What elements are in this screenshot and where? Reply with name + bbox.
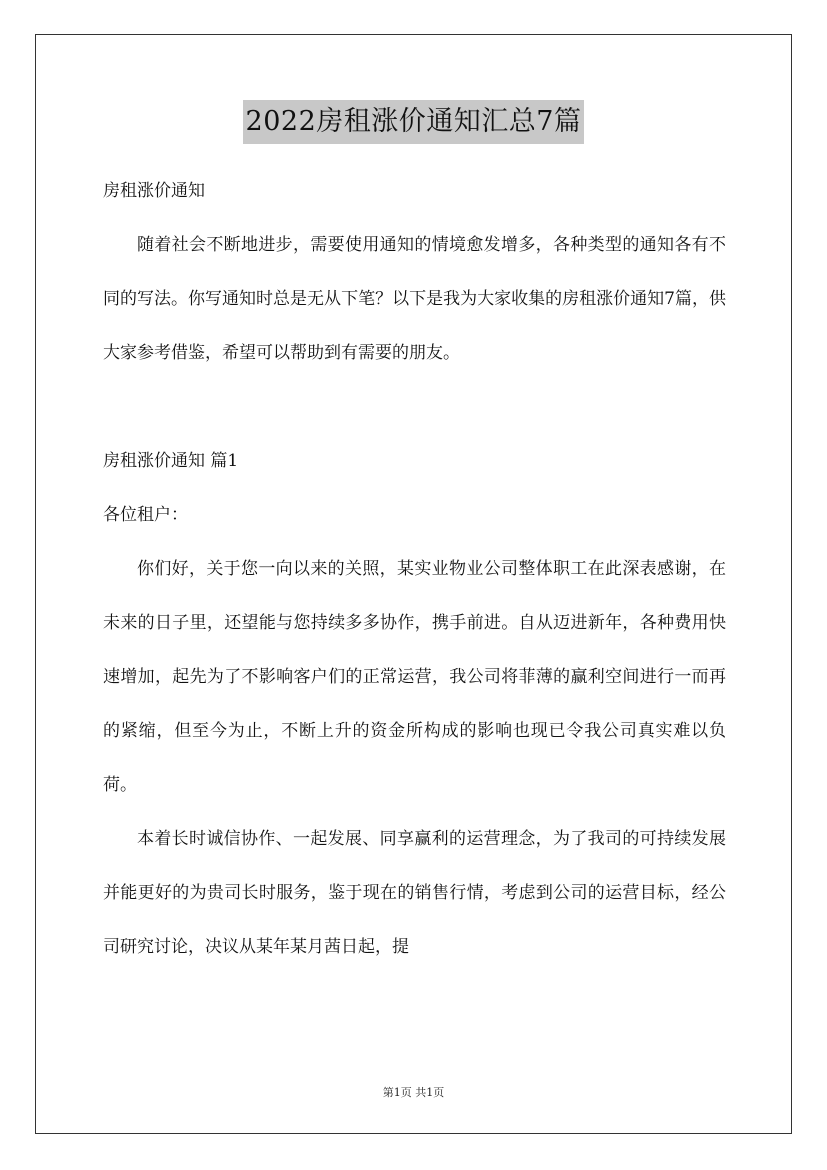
intro-heading: 房租涨价通知 [103,181,205,201]
section1-paragraph2: 本着长时诚信协作、一起发展、同享赢利的运营理念，为了我司的可持续发展并能更好的为贵司长时服务，鉴于现在的销售行情，考虑到公司的运营目标，经公司研究讨论，决议从某年某月茜日起，提 [103,829,726,957]
title-container [0,100,827,144]
page-footer: 第1页 共1页 [382,1086,445,1099]
section1-heading: 房租涨价通知 篇1 [103,451,239,471]
document-title: 2022房租涨价通知汇总7篇 [243,100,585,144]
section1-paragraph1: 你们好，关于您一向以来的关照，某实业物业公司整体职工在此深表感谢，在未来的日子里，还望能与您持续多多协作，携手前进。自从迈进新年，各种费用快速增加，起先为了不影响客户们的正常运营，我公司将菲薄的赢利空间进行一而再的紧缩，但至今为止，不断上升的资金所构成的影响也现已令我公司真实难以负荷。 [103,559,726,795]
section1-salutation: 各位租户： [103,505,188,525]
section-gap [103,380,726,434]
intro-paragraph: 随着社会不断地进步，需要使用通知的情境愈发增多，各种类型的通知各有不同的写法。你写通知时总是无从下笔？以下是我为大家收集的房租涨价通知7篇，供大家参考借鉴，希望可以帮助到有需要的朋友。 [103,235,726,363]
document-body [103,164,726,974]
